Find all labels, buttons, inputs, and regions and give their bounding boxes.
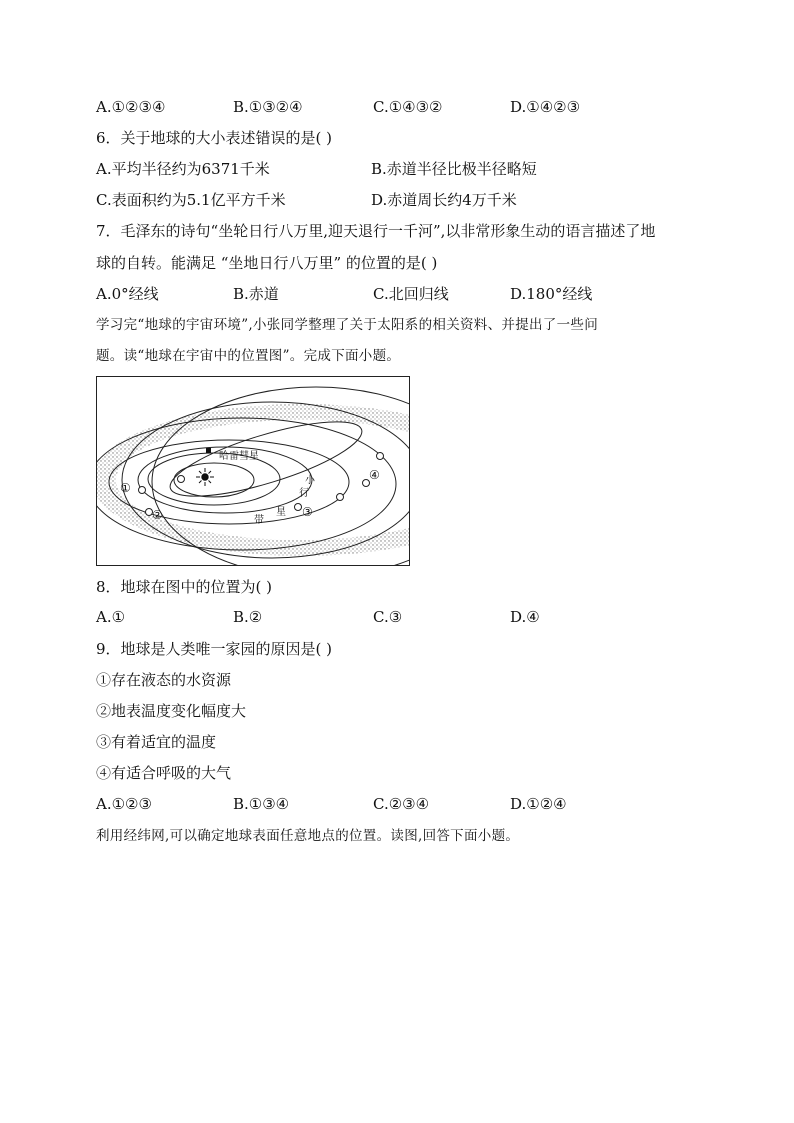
q9-statement-3: ③有着适宜的温度	[96, 733, 217, 751]
q8-option-a[interactable]: A.①	[96, 608, 126, 626]
belt-char-2: 行	[299, 488, 309, 499]
belt-char-3: 星	[276, 507, 286, 518]
halley-comet-icon	[206, 448, 211, 453]
planet-outer-3	[377, 453, 384, 460]
q6-options-row1	[96, 159, 696, 179]
belt-char-4: 带	[254, 515, 264, 526]
q6-option-d[interactable]: D.赤道周长约4万千米	[371, 191, 517, 209]
q7-option-b[interactable]: B.赤道	[233, 285, 279, 303]
q6-options-row2	[96, 190, 696, 210]
q8-stem: 8．地球在图中的位置为( )	[96, 578, 273, 596]
q5-options	[96, 97, 696, 117]
q5-option-b[interactable]: B.①③②④	[233, 98, 303, 116]
marker-1: ①	[120, 481, 131, 495]
q8-option-d[interactable]: D.④	[510, 608, 540, 626]
q9-option-b[interactable]: B.①③④	[233, 795, 290, 813]
q9-option-a[interactable]: A.①②③	[96, 795, 152, 813]
q8-option-c[interactable]: C.③	[373, 608, 403, 626]
q9-statement-4: ④有适合呼吸的大气	[96, 764, 232, 782]
passage2-line1: 利用经纬网,可以确定地球表面任意地点的位置。读图,回答下面小题。	[96, 828, 520, 844]
q7-option-a[interactable]: A.0°经线	[96, 285, 159, 303]
planet-mercury	[178, 476, 185, 483]
belt-char-1: 小	[305, 475, 315, 486]
q9-option-d[interactable]: D.①②④	[510, 795, 567, 813]
q9-options	[96, 794, 696, 814]
q9-option-c[interactable]: C.②③④	[373, 795, 430, 813]
q6-option-a[interactable]: A.平均半径约为6371千米	[96, 160, 270, 178]
q7-stem-line2: 球的自转。能满足 “坐地日行八万里” 的位置的是( )	[96, 254, 438, 272]
q7-stem-line1: 7．毛泽东的诗句“坐轮日行八万里,迎天退行一千河”,以非常形象生动的语言描述了地	[96, 222, 656, 240]
q8-option-b[interactable]: B.②	[233, 608, 263, 626]
q5-option-d[interactable]: D.①④②③	[510, 98, 581, 116]
q5-option-a[interactable]: A.①②③④	[96, 98, 166, 116]
q6-stem: 6．关于地球的大小表述错误的是( )	[96, 129, 333, 147]
q5-option-c[interactable]: C.①④③②	[373, 98, 443, 116]
planet-venus	[139, 487, 146, 494]
q9-stem: 9．地球是人类唯一家园的原因是( )	[96, 640, 333, 658]
q6-option-c[interactable]: C.表面积约为5.1亿平方千米	[96, 191, 286, 209]
q7-options	[96, 284, 696, 304]
q7-option-c[interactable]: C.北回归线	[373, 285, 449, 303]
q8-options	[96, 607, 696, 627]
halley-comet-label: 哈雷彗星	[219, 451, 259, 462]
passage1-line2: 题。读“地球在宇宙中的位置图”。完成下面小题。	[96, 348, 401, 364]
planet-outer-1	[337, 494, 344, 501]
q9-statement-1: ①存在液态的水资源	[96, 671, 232, 689]
passage1-line1: 学习完“地球的宇宙环境”,小张同学整理了关于太阳系的相关资料、并提出了一些问	[96, 317, 598, 333]
q9-statement-2: ②地表温度变化幅度大	[96, 702, 247, 720]
solar-system-figure	[96, 376, 410, 566]
q7-option-d[interactable]: D.180°经线	[510, 285, 593, 303]
marker-3: ③	[302, 505, 313, 519]
q6-option-b[interactable]: B.赤道半径比极半径略短	[371, 160, 537, 178]
marker-4: ④	[369, 468, 380, 482]
marker-2: ②	[152, 508, 163, 522]
planet-mars	[295, 504, 302, 511]
